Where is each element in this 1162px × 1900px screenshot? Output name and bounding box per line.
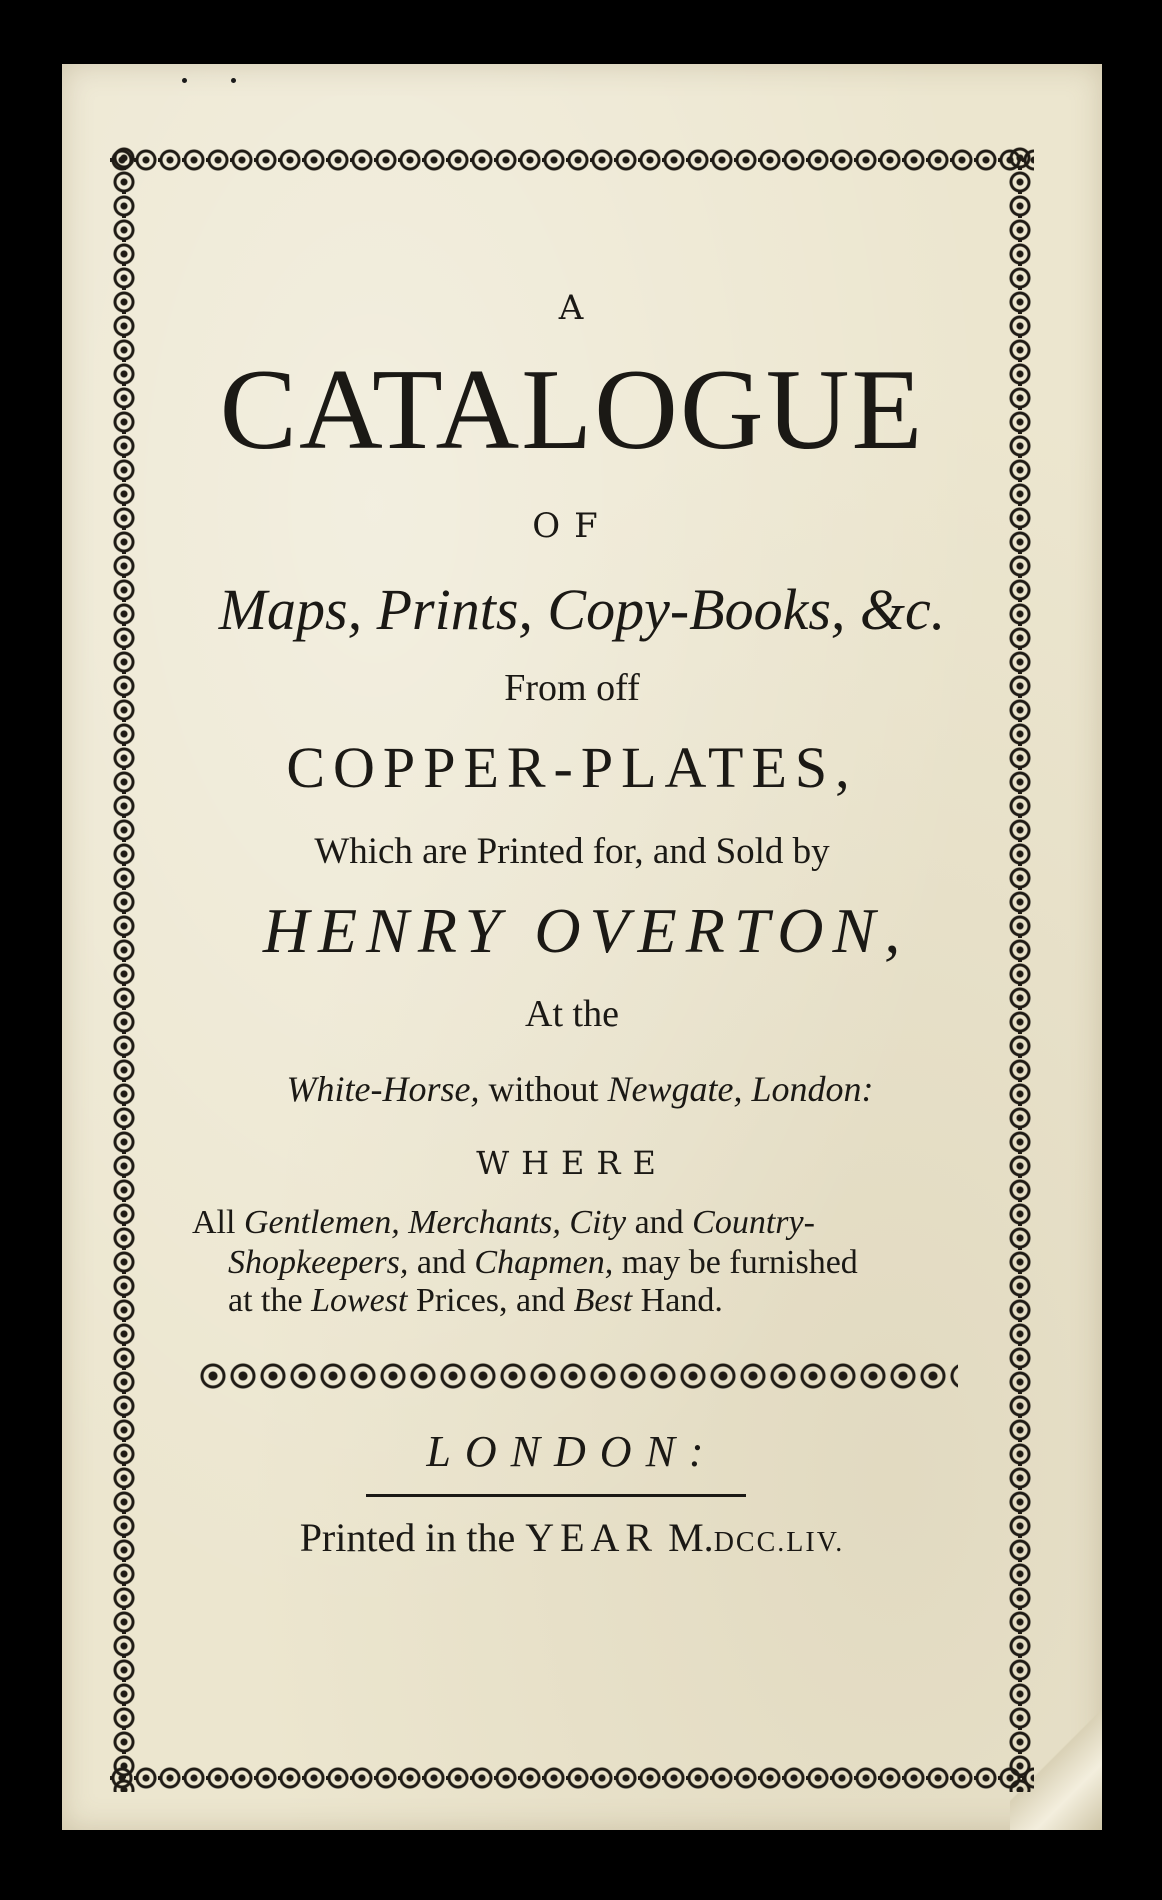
body-city: City xyxy=(560,1204,627,1241)
from-off-line: From off xyxy=(504,667,640,709)
imprint-date: DCC.LIV. xyxy=(713,1527,845,1558)
address-london: London: xyxy=(742,1069,874,1109)
imprint-printed: Printed in the xyxy=(299,1515,526,1560)
body-prices: Prices, and xyxy=(407,1282,574,1319)
body-gentlemen: Gentlemen, xyxy=(243,1204,400,1241)
sold-by-line: Which are Printed for, and Sold by xyxy=(314,831,830,872)
title-content xyxy=(138,174,1006,1764)
address-white-horse: White-Horse, xyxy=(286,1069,480,1109)
article-a: A xyxy=(558,288,586,328)
body-line-2 xyxy=(228,1244,1048,1282)
ornament-divider xyxy=(198,1362,958,1390)
ornamental-border-left xyxy=(110,146,138,1792)
imprint-year-word: YEAR xyxy=(525,1515,659,1560)
ornamental-border-right xyxy=(1006,146,1034,1792)
pinholes xyxy=(182,70,280,88)
imprint-rule xyxy=(366,1494,746,1497)
body-line-3 xyxy=(228,1282,1048,1320)
body-merchants: Merchants, xyxy=(399,1204,561,1241)
catalogue-title-page xyxy=(62,64,1102,1830)
address-line xyxy=(146,1068,1014,1110)
body-chapmen: Chapmen, xyxy=(474,1244,614,1281)
body-at-the: at the xyxy=(228,1282,312,1319)
at-the-line: At the xyxy=(525,993,619,1035)
body-furnished: may be furnished xyxy=(613,1244,858,1281)
imprint-m: M. xyxy=(658,1515,714,1560)
body-lowest: Lowest xyxy=(311,1282,408,1319)
body-shopkeepers: Shopkeepers, xyxy=(228,1244,409,1281)
seller-name: HENRY OVERTON, xyxy=(262,895,910,966)
where-line: WHERE xyxy=(476,1144,668,1182)
imprint-line xyxy=(138,1514,1006,1561)
imprint-place: LONDON: xyxy=(426,1427,718,1476)
copper-plates-line: COPPER-PLATES, xyxy=(286,735,858,800)
address-without: without xyxy=(479,1069,608,1109)
subject-line: Maps, Prints, Copy-Books, &c. xyxy=(218,577,946,642)
body-country: Country- xyxy=(692,1204,815,1241)
title-catalogue: CATALOGUE xyxy=(219,346,925,474)
title-of: OF xyxy=(532,506,612,546)
body-all: All xyxy=(192,1204,244,1241)
body-and-2: and xyxy=(408,1244,475,1281)
body-line-1 xyxy=(192,1204,1042,1242)
ornamental-border-top xyxy=(110,146,1034,174)
ornamental-border-bottom xyxy=(110,1764,1034,1792)
body-and-1: and xyxy=(626,1204,693,1241)
body-best: Best xyxy=(573,1282,633,1319)
address-newgate: Newgate, xyxy=(607,1069,743,1109)
body-hand: Hand. xyxy=(632,1282,723,1319)
